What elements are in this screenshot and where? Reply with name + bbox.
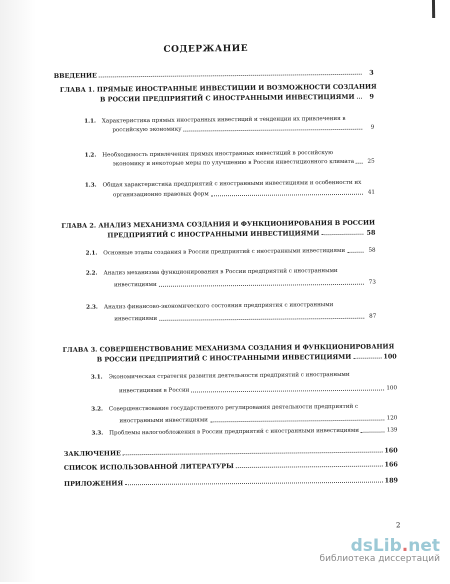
section-2-1	[86, 247, 376, 258]
toc-leader	[159, 318, 364, 321]
section-title-line1: Анализ финансово-экономического состояния предприятия с иностранными	[103, 302, 334, 311]
section-title-line1: Характеристика прямых иностранных инвестиций и тенденции их привлечения в	[101, 115, 346, 125]
toc-appendix-page: 189	[384, 476, 399, 485]
toc-leader	[347, 252, 363, 253]
section-number: 3.1.	[90, 374, 103, 381]
toc-intro-page: 3	[369, 68, 374, 77]
section-number: 1.3.	[84, 182, 97, 189]
document-page	[33, 0, 450, 584]
section-title-line2: инвестициями	[113, 281, 157, 289]
chapter1-title-line2-row	[100, 93, 374, 104]
toc-leader	[236, 466, 383, 469]
chapter1-title-line1: ГЛАВА 1. ПРЯМЫЕ ИНОСТРАННЫЕ ИНВЕСТИЦИИ И ВОЗМОЖНОСТИ СОЗДАНИЯ	[59, 82, 377, 94]
section-3-2-line2	[119, 414, 397, 425]
toc-references-page: 166	[384, 460, 398, 469]
page-title: СОДЕРЖАНИЕ	[163, 43, 249, 55]
section-number: 3.2.	[91, 406, 103, 413]
section-1-2-line2	[113, 158, 375, 169]
section-number: 2.2.	[85, 270, 98, 277]
section-3-2	[91, 403, 358, 414]
logo-dot: .	[401, 536, 409, 556]
page-number: 2	[395, 521, 401, 530]
toc-conclusion	[64, 446, 398, 457]
toc-leader	[125, 482, 383, 486]
toc-leader	[99, 74, 362, 78]
section-title-line1: Необходимость привлечения прямых иностранных инвестиций в российскую	[102, 150, 333, 159]
section-2-3-line2	[114, 313, 376, 324]
toc-references-label: СПИСОК ИСПОЛЬЗОВАННОЙ ЛИТЕРАТУРЫ	[63, 462, 234, 472]
section-page: 87	[369, 313, 377, 320]
section-title-line2: экономику и некоторые меры по улучшению в России инвестиционного климата	[112, 158, 355, 168]
logo-main: dsLib	[350, 536, 402, 556]
section-title-line2: иностранными инвестициями	[119, 417, 208, 425]
toc-leader	[191, 390, 384, 393]
section-title-line1: Совершенствование государственного регулирования деятельности предприятий с	[108, 403, 359, 413]
section-page: 25	[367, 158, 375, 165]
chapter1-page: 9	[369, 92, 375, 101]
toc-leader	[321, 234, 363, 235]
section-2-3	[86, 301, 333, 312]
section-1-3	[85, 179, 361, 190]
chapter3-title-line2: В РОССИИ ПРЕДПРИЯТИЙ С ИНОСТРАННЫМИ ИНВЕСТИЦИЯМИ	[96, 352, 352, 364]
toc-leader	[356, 163, 363, 164]
toc-intro	[54, 69, 374, 80]
section-title-line2: инвестициями	[114, 315, 158, 323]
watermark-logo	[320, 536, 440, 556]
chapter2-title-line1: ГЛАВА 2. АНАЛИЗ МЕХАНИЗМА СОЗДАНИЯ И ФУНКЦИОНИРОВАНИЯ В РОССИИ	[61, 218, 376, 230]
page-left-shadow	[0, 0, 36, 582]
margin-mark	[432, 0, 435, 18]
section-2-2	[86, 267, 338, 278]
section-page: 100	[386, 385, 398, 392]
section-number: 1.2.	[84, 152, 97, 159]
section-page: 139	[386, 427, 398, 434]
toc-leader	[357, 98, 362, 99]
section-3-1	[91, 371, 350, 382]
toc-appendix-label: ПРИЛОЖЕНИЯ	[63, 479, 124, 488]
section-page: 120	[386, 415, 398, 422]
toc-leader	[353, 358, 381, 359]
section-title-line1: Проблемы налогообложения в России предприятий с иностранными инвестициями	[109, 427, 359, 437]
watermark-subtitle: библиотека диссертаций	[319, 554, 440, 564]
section-number: 1.1.	[84, 118, 96, 125]
section-title-line1: Общая характеристика предприятий с иностранными инвестициями и особенности их	[102, 179, 362, 189]
chapter2-page: 58	[366, 228, 376, 237]
chapter1-title-line2: В РОССИИ ПРЕДПРИЯТИЙ С ИНОСТРАННЫМИ ИНВЕСТИЦИЯМИ	[99, 92, 355, 104]
section-3-1-line2	[119, 384, 397, 395]
section-number: 2.3.	[86, 304, 98, 311]
section-number: 2.1.	[85, 250, 98, 257]
toc-conclusion-label: ЗАКЛЮЧЕНИЕ	[63, 449, 121, 458]
section-1-3-line2	[113, 189, 375, 200]
section-title-line1: Экономическая стратегия развития деятельности предприятий с иностранными	[108, 371, 350, 381]
toc-appendix	[64, 476, 398, 487]
chapter2-title-line2-row	[107, 229, 375, 240]
toc-references	[64, 460, 398, 471]
section-1-1-line2	[112, 124, 374, 135]
chapter3-title-line2-row	[97, 352, 397, 363]
section-title-line2: организационно правовых форм	[112, 191, 209, 199]
toc-leader	[159, 284, 364, 287]
section-title-line2: инвестициями в России	[119, 387, 190, 395]
section-3-3	[91, 426, 397, 437]
toc-leader	[184, 129, 363, 132]
section-page: 41	[367, 189, 376, 196]
toc-leader	[210, 420, 385, 423]
section-title-line2: российскую экономику	[112, 126, 182, 134]
dslib-watermark	[320, 536, 440, 564]
toc-intro-label: ВВЕДЕНИЕ	[53, 71, 97, 80]
toc-leader	[123, 452, 382, 456]
chapter3-title-line1: ГЛАВА 3. СОВЕРШЕНСТВОВАНИЕ МЕХАНИЗМА СОЗДАНИЯ И ФУНКЦИОНИРОВАНИЯ	[62, 342, 395, 354]
toc-leader	[211, 194, 363, 197]
section-page: 58	[368, 247, 376, 254]
toc-conclusion-page: 160	[384, 446, 398, 455]
section-2-2-line2	[114, 279, 376, 290]
section-page: 73	[368, 279, 376, 286]
section-title-line1: Анализ механизма функционирования в России предприятий с иностранными	[103, 268, 338, 277]
chapter3-page: 100	[383, 352, 397, 361]
chapter2-title-line2: ПРЕДПРИЯТИЙ С ИНОСТРАННЫМИ ИНВЕСТИЦИЯМИ	[107, 229, 320, 240]
section-title-line1: Основные этапы создания в России предприятий с иностранными инвестициями	[103, 247, 346, 257]
section-page: 9	[370, 124, 375, 131]
section-number: 3.3.	[91, 430, 104, 437]
toc-leader	[361, 432, 385, 433]
logo-tld: net	[408, 536, 440, 556]
